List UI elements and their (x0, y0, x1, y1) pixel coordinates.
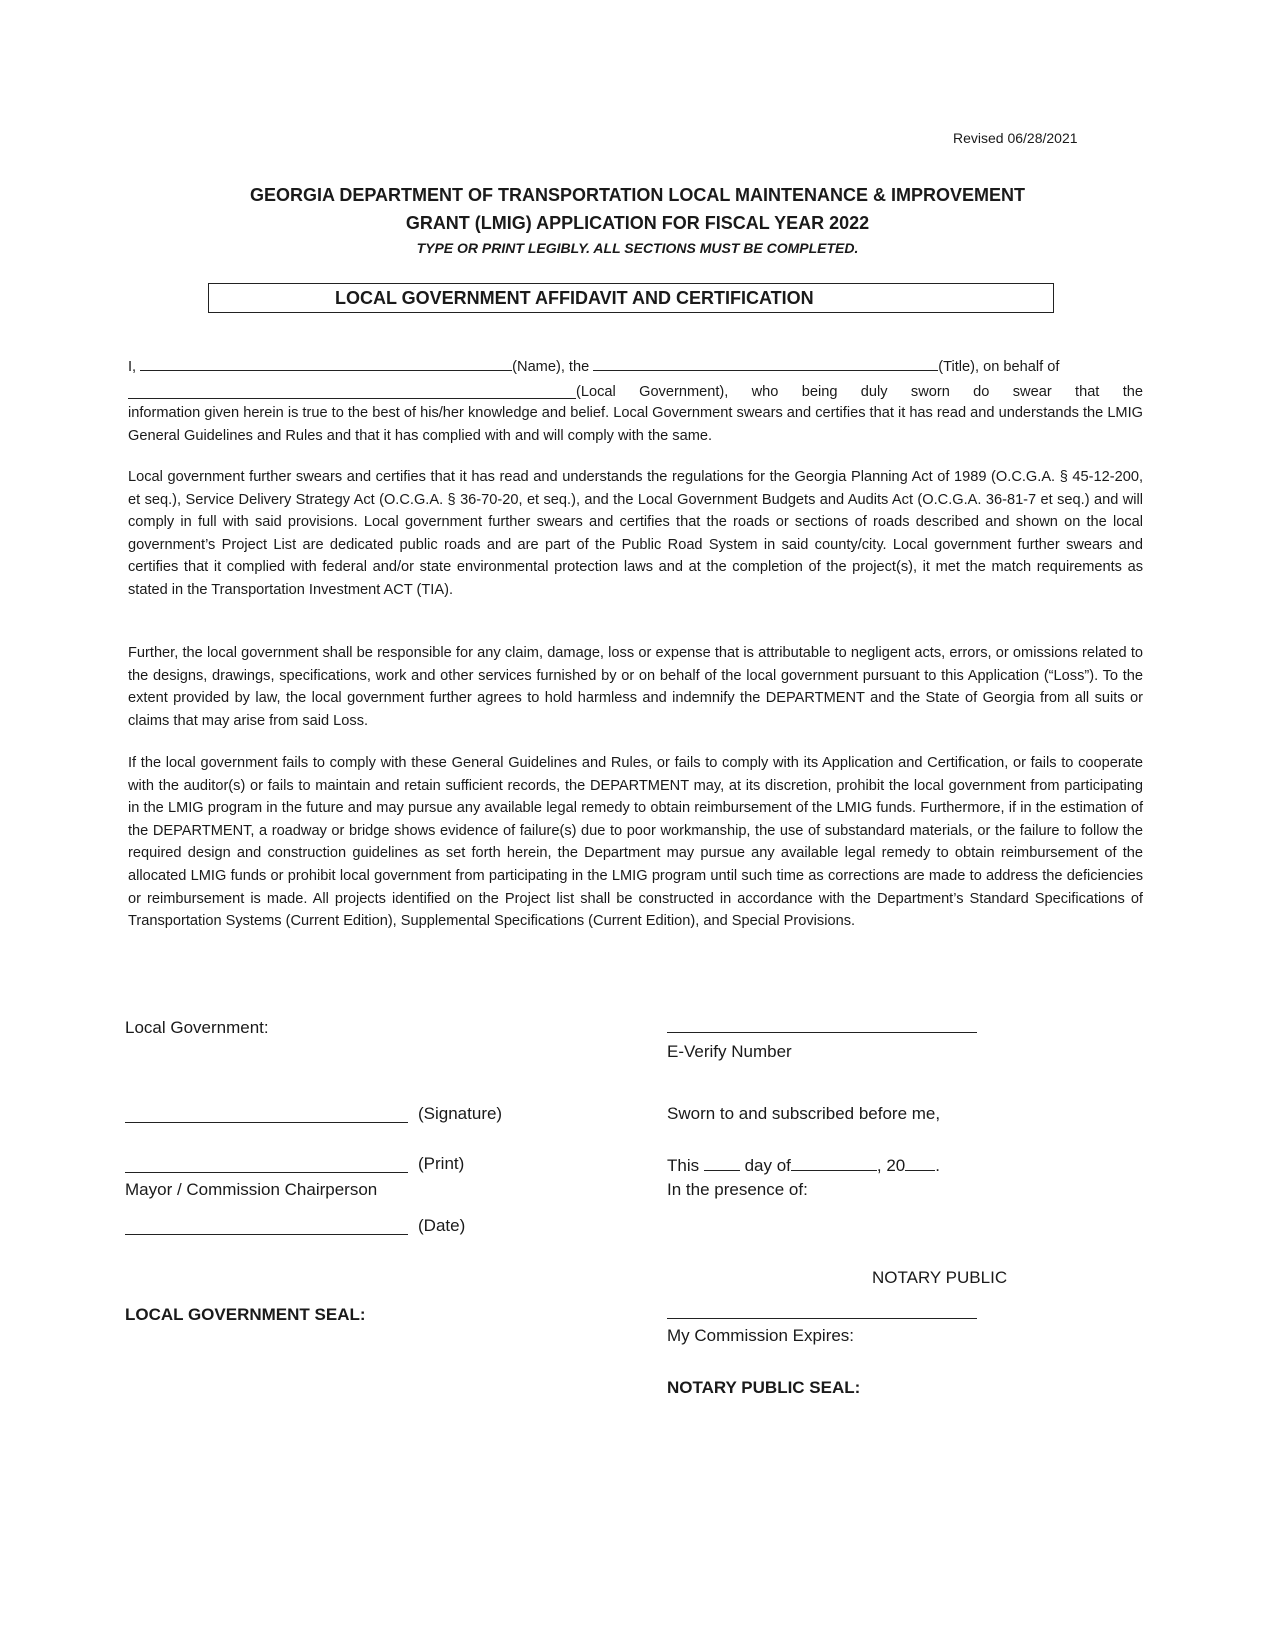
this-text: This (667, 1156, 700, 1175)
commission-expires-field[interactable] (667, 1318, 977, 1319)
notary-month-field[interactable] (791, 1154, 877, 1171)
local-government-label: (Local Government), who being duly sworn do swear that the (576, 384, 1143, 400)
print-label: (Print) (418, 1154, 465, 1173)
document-title-line1: GEORGIA DEPARTMENT OF TRANSPORTATION LOCAL MAINTENANCE & IMPROVEMENT (250, 185, 1025, 205)
everify-field[interactable] (667, 1032, 977, 1033)
officer-title: Mayor / Commission Chairperson (125, 1180, 378, 1199)
title-label: (Title), on behalf of (938, 359, 1060, 375)
oath-prefix: I, (128, 359, 137, 375)
commission-expires-label: My Commission Expires: (667, 1326, 855, 1345)
document-title-line2: GRANT (LMIG) APPLICATION FOR FISCAL YEAR 2022 (405, 213, 870, 233)
oath-continuation: information given herein is true to the best of his/her knowledge and belief. Local Government swears and certifies that it has read and understands the LMIG General Guidelines and Rules and that it has complied with and will comply with the same. (128, 405, 1143, 444)
paragraph-liability: Further, the local government shall be responsible for any claim, damage, loss or expense that is attributable to negligent acts, errors, or omissions related to the designs, drawings, specifications, work and other services furnished by or on behalf of the local government pursuant to this Application (“Loss”). To the extent provided by law, the local government further agrees to hold harmless and indemnify the DEPARTMENT and the State of Georgia from all suits or claims that may arise from said Loss. (128, 645, 1143, 729)
sworn-text: Sworn to and subscribed before me, (667, 1104, 941, 1123)
date-field[interactable] (125, 1234, 408, 1235)
signature-label: (Signature) (418, 1104, 503, 1123)
oath-line-1 (128, 356, 1059, 375)
section-title: LOCAL GOVERNMENT AFFIDAVIT AND CERTIFICATION (335, 288, 814, 308)
section-title-box (208, 283, 1054, 313)
title-field[interactable] (593, 356, 938, 371)
paragraph-compliance: If the local government fails to comply with these General Guidelines and Rules, or fails to comply with its Application and Certification, or fails to cooperate with the auditor(s) or fails to maintain and retain sufficient records, the DEPARTMENT may, at its discretion, prohibit the local government from participating in the LMIG program in the future and may pursue any available legal remedy to obtain reimbursement of the LMIG funds. Furthermore, if in the estimation of the DEPARTMENT, a roadway or bridge shows evidence of failure(s) due to poor workmanship, the use of substandard materials, or the failure to follow the required design and construction guidelines as set forth herein, the Department may pursue any available legal remedy to obtain reimbursement of the allocated LMIG funds or prohibit local government from participating in the LMIG program until such time as corrections are made to address the deficiencies or reimbursement is made. All projects identified on the Project list shall be constructed in accordance with the Department’s Standard Specifications of Transportation Systems (Current Edition), Supplemental Specifications (Current Edition), and Special Provisions. (128, 755, 1143, 930)
notary-year-field[interactable] (905, 1154, 935, 1171)
presence-text: In the presence of: (667, 1180, 808, 1199)
local-government-seal-label: LOCAL GOVERNMENT SEAL: (125, 1305, 366, 1324)
oath-line-2 (128, 384, 1143, 400)
name-label: (Name), the (512, 359, 590, 375)
name-field[interactable] (140, 356, 512, 371)
everify-label: E-Verify Number (667, 1042, 792, 1061)
period: . (935, 1156, 940, 1175)
paragraph-planning-act: Local government further swears and certifies that it has read and understands the regulations for the Georgia Planning Act of 1989 (O.C.G.A. § 45-12-200, et seq.), Service Delivery Strategy Act (O.C.G.A. § 36-70-20, et seq.), and the Local Government Budgets and Audits Act (O.C.G.A. 36-81-7 et seq.) and will comply in full with said provisions. Local government further swears and certifies that the roads or sections of roads described and shown on the local government’s Project List are dedicated public roads and are part of the Public Road System in said county/city. Local government further swears and certifies that it complied with federal and/or state environmental protection laws and at the completion of the project(s), it met the match requirements as stated in the Transportation Investment ACT (TIA). (128, 469, 1143, 598)
notary-public-label: NOTARY PUBLIC (872, 1268, 1008, 1287)
notary-public-seal-label: NOTARY PUBLIC SEAL: (667, 1378, 861, 1397)
local-government-field[interactable] (128, 384, 576, 399)
notary-day-field[interactable] (704, 1154, 740, 1171)
print-name-field[interactable] (125, 1172, 408, 1173)
day-of-text: day of (744, 1156, 791, 1175)
year-prefix: , 20 (876, 1156, 906, 1175)
instructions: TYPE OR PRINT LEGIBLY. ALL SECTIONS MUST BE COMPLETED. (416, 240, 859, 256)
date-label: (Date) (418, 1216, 466, 1235)
revised-date: Revised 06/28/2021 (953, 130, 1078, 146)
local-government-label: Local Government: (125, 1018, 269, 1037)
notary-date-line (667, 1154, 940, 1176)
signature-field[interactable] (125, 1122, 408, 1123)
